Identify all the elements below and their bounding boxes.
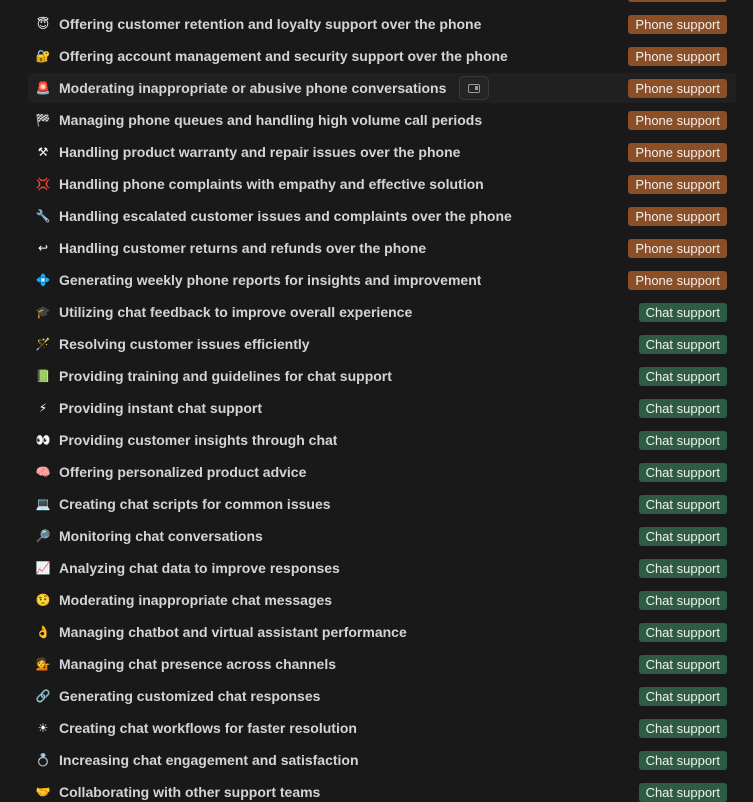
item-title[interactable]: Providing training and guidelines for chat support — [59, 368, 392, 384]
category-tag[interactable]: Chat support — [639, 463, 727, 482]
category-tag[interactable]: Chat support — [639, 303, 727, 322]
ring-icon: 💍 — [35, 753, 51, 767]
checkered-flag-icon: 🏁 — [35, 113, 51, 127]
item-title[interactable]: Resolving customer issues efficiently — [59, 336, 310, 352]
list-item[interactable] — [28, 0, 736, 7]
list-item[interactable] — [28, 585, 736, 615]
item-title[interactable]: Providing instant chat support — [59, 400, 263, 416]
brain-icon: 🧠 — [35, 465, 51, 479]
list-item[interactable] — [28, 649, 736, 679]
link-icon: 🔗 — [35, 689, 51, 703]
category-tag[interactable]: Chat support — [639, 335, 727, 354]
siren-icon: 🚨 — [35, 81, 51, 95]
item-title[interactable]: Offering customer retention and loyalty support over the phone — [59, 16, 482, 32]
category-tag[interactable]: Chat support — [639, 527, 727, 546]
item-title[interactable]: Moderating inappropriate chat messages — [59, 592, 333, 608]
item-title[interactable]: Offering account management and security support over the phone — [59, 48, 508, 64]
category-tag[interactable]: Chat support — [639, 623, 727, 642]
category-tag[interactable]: Chat support — [639, 495, 727, 514]
item-title[interactable]: Collaborating with other support teams — [59, 784, 321, 800]
category-tag[interactable]: Chat support — [639, 719, 727, 738]
category-tag[interactable]: Phone support — [628, 111, 727, 130]
item-title[interactable]: Increasing chat engagement and satisfaction — [59, 752, 359, 768]
eyes-icon: 👀 — [35, 433, 51, 447]
list-item[interactable] — [28, 41, 736, 71]
list-item[interactable] — [28, 361, 736, 391]
category-tag[interactable] — [628, 0, 727, 2]
smiling-halo-icon: 😇 — [36, 17, 50, 31]
category-tag[interactable]: Chat support — [639, 687, 727, 706]
category-tag[interactable]: Phone support — [628, 79, 727, 98]
item-title[interactable]: Utilizing chat feedback to improve overall experience — [59, 304, 413, 320]
item-title[interactable]: Handling phone complaints with empathy and effective solution — [59, 176, 484, 192]
list-item[interactable] — [28, 745, 736, 775]
list-item[interactable] — [28, 777, 736, 802]
lightning-icon: ⚡ — [38, 401, 48, 415]
magnifier-icon: 🔎 — [35, 529, 51, 543]
list-item[interactable] — [28, 489, 736, 519]
category-tag[interactable]: Chat support — [639, 431, 727, 450]
item-title[interactable]: Managing chatbot and virtual assistant performance — [59, 624, 407, 640]
ok-hand-icon: 👌 — [35, 625, 51, 639]
list-item[interactable] — [28, 617, 736, 647]
item-title[interactable]: Managing chat presence across channels — [59, 656, 336, 672]
item-title[interactable]: Generating weekly phone reports for insights and improvement — [59, 272, 482, 288]
category-tag[interactable]: Phone support — [628, 47, 727, 66]
category-tag[interactable]: Phone support — [628, 175, 727, 194]
category-tag[interactable]: Chat support — [639, 399, 727, 418]
item-title[interactable]: Moderating inappropriate or abusive phone conversations — [59, 80, 447, 96]
item-title[interactable]: Generating customized chat responses — [59, 688, 321, 704]
list-item[interactable] — [28, 425, 736, 455]
list-item[interactable] — [28, 329, 736, 359]
list-item[interactable] — [28, 297, 736, 327]
return-arrow-icon: ↩ — [37, 241, 49, 255]
open-in-side-peek-button[interactable] — [459, 76, 489, 100]
category-tag[interactable]: Chat support — [639, 751, 727, 770]
item-title[interactable]: Analyzing chat data to improve responses — [59, 560, 340, 576]
green-book-icon: 📗 — [35, 369, 51, 383]
item-title[interactable]: Offering personalized product advice — [59, 464, 307, 480]
item-title[interactable]: Providing customer insights through chat — [59, 432, 338, 448]
hammer-and-pick-icon: ⚒ — [37, 145, 49, 159]
list-item[interactable] — [28, 137, 736, 167]
category-tag[interactable]: Chat support — [639, 591, 727, 610]
list-item[interactable] — [28, 9, 736, 39]
list-item[interactable] — [28, 521, 736, 551]
diamond-icon: 💠 — [35, 273, 51, 287]
list-item[interactable] — [28, 201, 736, 231]
item-title[interactable]: Handling escalated customer issues and complaints over the phone — [59, 208, 512, 224]
sun-icon: ☀ — [37, 721, 49, 735]
category-tag[interactable]: Chat support — [639, 655, 727, 674]
list-item[interactable] — [28, 553, 736, 583]
list-item[interactable] — [28, 265, 736, 295]
magic-wand-icon: 🪄 — [35, 337, 51, 351]
anger-symbol-icon: 💢 — [35, 177, 51, 191]
category-tag[interactable]: Phone support — [628, 207, 727, 226]
list-item[interactable] — [28, 169, 736, 199]
list-item[interactable] — [28, 713, 736, 743]
category-tag[interactable]: Chat support — [639, 783, 727, 802]
list-item[interactable] — [28, 393, 736, 423]
handshake-icon: 🤝 — [35, 785, 51, 799]
category-tag[interactable]: Phone support — [628, 239, 727, 258]
category-tag[interactable]: Chat support — [639, 559, 727, 578]
graduation-cap-icon: 🎓 — [35, 305, 51, 319]
person-tipping-hand-icon: 💁 — [35, 657, 51, 671]
raised-eyebrow-face-icon: 🤨 — [35, 593, 51, 607]
list-item[interactable] — [28, 73, 736, 103]
list-item[interactable] — [28, 681, 736, 711]
item-title[interactable]: Creating chat scripts for common issues — [59, 496, 331, 512]
item-title[interactable]: Handling product warranty and repair issues over the phone — [59, 144, 461, 160]
lock-with-key-icon: 🔐 — [35, 49, 51, 63]
item-title[interactable]: Monitoring chat conversations — [59, 528, 263, 544]
side-peek-icon — [468, 84, 480, 93]
item-title[interactable]: Creating chat workflows for faster resolution — [59, 720, 357, 736]
item-title[interactable]: Handling customer returns and refunds over the phone — [59, 240, 427, 256]
list-item[interactable] — [28, 105, 736, 135]
item-title[interactable]: Managing phone queues and handling high volume call periods — [59, 112, 483, 128]
category-tag[interactable]: Phone support — [628, 143, 727, 162]
laptop-icon: 💻 — [35, 497, 51, 511]
category-tag[interactable]: Phone support — [628, 271, 727, 290]
category-tag[interactable]: Phone support — [628, 15, 727, 34]
category-tag[interactable]: Chat support — [639, 367, 727, 386]
list-item[interactable] — [28, 457, 736, 487]
wrench-icon: 🔧 — [35, 209, 51, 223]
chart-increasing-icon: 📈 — [35, 561, 51, 575]
list-item[interactable] — [28, 233, 736, 263]
